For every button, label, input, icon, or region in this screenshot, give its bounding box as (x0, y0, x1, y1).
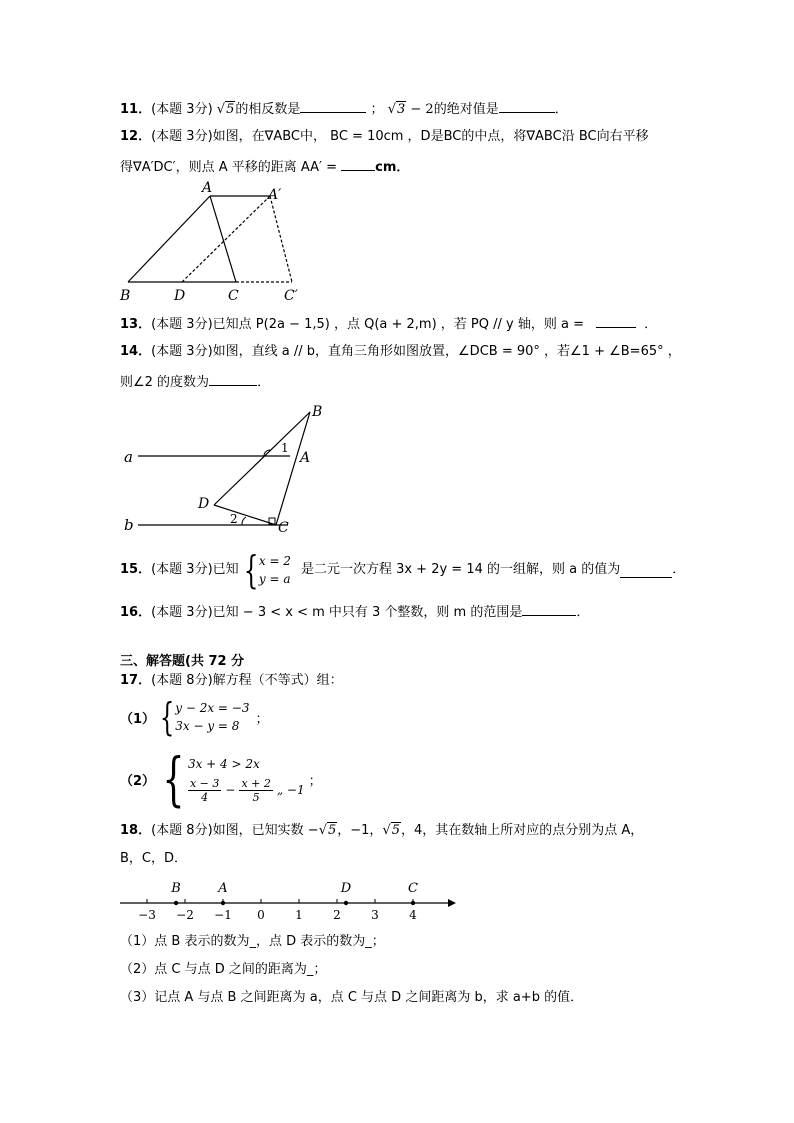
q18-sub-2: （2）点 C 与点 D 之间的距离为_； (120, 962, 327, 977)
q15-pre: 已知 (212, 562, 239, 577)
q18-number-line (118, 876, 463, 922)
q18-tick-label: 2 (333, 908, 341, 922)
q12-line2a: 得∇A′DC′，则点 A 平移的距离 AA′ = (120, 160, 342, 175)
q13-score: (本题 3分) (151, 317, 213, 332)
q12-line2b: cm． (375, 160, 410, 175)
q14-label-b: B (312, 404, 323, 420)
q17-p2-eq1: 3x + 4 > 2x (187, 756, 260, 771)
q17-p2-brace: { (162, 745, 185, 813)
q18-tick-label: −2 (176, 908, 194, 922)
q18-point-d (344, 901, 348, 905)
q12-number: 12． (120, 129, 152, 144)
q14-label-c: C (278, 520, 289, 536)
q17-score: (本题 8分) (151, 673, 213, 688)
q14-label-angle-1: 1 (281, 441, 289, 455)
q12-segment-a2c2 (270, 196, 292, 282)
question-12-line-2 (120, 156, 409, 177)
q17-part-2 (120, 745, 322, 813)
q18-sqrt-5-neg: √5 (318, 823, 337, 838)
q18-tick-label: 1 (295, 908, 303, 922)
question-15 (120, 548, 686, 592)
q18-tick-label: 3 (371, 908, 379, 922)
q18-score: (本题 8分) (151, 823, 213, 838)
q13-answer-blank[interactable] (596, 313, 636, 328)
q17-p2-end: ； (308, 773, 322, 789)
q11-text2: 的绝对值是 (433, 102, 499, 117)
q17-text: 解方程（不等式）组： (212, 673, 343, 688)
q13-number: 13． (120, 317, 152, 332)
q12-label-c-prime: C′ (284, 288, 298, 304)
q11-text1: 的相反数是 (235, 102, 301, 117)
q17-p1-eq2: 3x − y = 8 (175, 719, 240, 733)
q14-line1: 如图，直线 a // b，直角三角形如图放置，∠DCB = 90° ，若∠1 + ∠B=65° ， (212, 344, 681, 359)
q11-expr2: − 2 (406, 102, 434, 117)
q15-eq2: y = a (258, 572, 291, 586)
q17-p1-brace: { (159, 695, 175, 739)
q12-segment-da2 (182, 196, 270, 282)
q11-sqrt-3: √3 (387, 102, 406, 117)
q14-line2a: 则∠2 的度数为 (120, 375, 210, 390)
question-16 (120, 601, 589, 622)
question-13 (120, 313, 657, 334)
q16-number: 16． (120, 605, 152, 620)
q12-label-b: B (120, 288, 131, 304)
q16-answer-blank[interactable] (522, 601, 576, 616)
q18-sub-1: （1）点 B 表示的数为_，点 D 表示的数为_； (120, 934, 385, 949)
q15-eq1: x = 2 (258, 554, 291, 568)
q12-translation-figure (112, 176, 312, 306)
q12-label-a-prime: A′ (268, 187, 282, 203)
q15-end: ． (672, 562, 686, 577)
q13-text: 已知点 P(2a − 1,5) ，点 Q(a + 2,m) ，若 PQ // y 轴，则 a = (212, 317, 589, 332)
q18-axis-arrow (448, 899, 456, 907)
q14-label-a-line: a (124, 448, 133, 466)
q18-line1b: ，−1， (337, 823, 383, 838)
q12-segment-ab (128, 196, 210, 282)
q14-parallel-lines-figure (118, 396, 338, 541)
q14-segment-dc (214, 505, 276, 525)
q17-p2-frac-1: $\frac{x - 3}{4}$ (189, 776, 220, 804)
q18-sqrt-5: √5 (382, 823, 401, 838)
q11-answer-blank-2[interactable] (499, 98, 555, 113)
q12-answer-blank[interactable] (341, 156, 375, 171)
q14-number: 14． (120, 344, 152, 359)
q14-label-d: D (198, 496, 210, 512)
q11-sep: ； (370, 102, 384, 117)
q17-p1-end: ； (255, 711, 269, 727)
q15-brace: { (243, 548, 259, 592)
q18-label-d: D (340, 881, 352, 896)
q14-label-angle-2: 2 (230, 512, 238, 526)
q14-label-b-line: b (124, 516, 134, 534)
q18-line1a: 如图，已知实数 − (212, 823, 319, 838)
q15-answer-blank[interactable] (620, 563, 672, 578)
q17-p2-label: （2） (120, 773, 156, 789)
q17-p2-rest: „ −1 (276, 783, 305, 797)
q17-p1-eq1: y − 2x = −3 (175, 701, 250, 715)
q17-p2-eq2 (188, 777, 305, 804)
q18-tick-label: −1 (214, 908, 232, 922)
q18-point-a (221, 901, 225, 905)
q14-answer-blank[interactable] (209, 371, 257, 386)
question-18-line-1 (120, 822, 643, 840)
q16-end: ． (576, 605, 590, 620)
q15-score: (本题 3分) (151, 562, 213, 577)
q11-number: 11． (120, 102, 152, 117)
q11-sqrt-5: √5 (216, 102, 235, 117)
q16-text: 已知 − 3 < x < m 中只有 3 个整数，则 m 的范围是 (212, 605, 523, 620)
q18-label-c: C (408, 881, 418, 896)
q12-segment-ac (210, 196, 236, 282)
q17-p1-system (175, 699, 249, 735)
q18-label-b: B (171, 881, 181, 896)
q15-mid: 是二元一次方程 3x + 2y = 14 的一组解，则 a 的值为 (300, 562, 621, 577)
q12-line1: 如图，在∇ABC中， BC = 10cm ，D是BC的中点，将∇ABC沿 BC向右平移 (212, 129, 649, 144)
q14-label-a: A (300, 450, 311, 466)
q17-p2-system (188, 755, 305, 804)
section-3-title: 三、解答题(共 72 分 (120, 654, 245, 669)
q14-score: (本题 3分) (151, 344, 213, 359)
q14-angle-2-arc (242, 517, 246, 525)
q18-point-b (174, 901, 178, 905)
q12-label-d: D (174, 288, 186, 304)
q13-end: ． (644, 317, 658, 332)
q18-point-c (411, 901, 415, 905)
question-18-line-2: B，C，D． (120, 851, 188, 866)
question-14-line-2 (120, 371, 270, 392)
q12-label-a: A (202, 180, 213, 196)
q18-label-a: A (218, 881, 228, 896)
q11-end: ． (554, 102, 568, 117)
q18-number: 18． (120, 823, 152, 838)
q17-p1-label: （1） (120, 711, 156, 727)
q11-answer-blank-1[interactable] (300, 98, 366, 113)
q11-score: (本题 3分) (151, 102, 213, 117)
question-12-line-1 (120, 128, 649, 146)
q12-score: (本题 3分) (151, 129, 213, 144)
q17-number: 17． (120, 673, 152, 688)
q18-sub-3: （3）记点 A 与点 B 之间距离为 a，点 C 与点 D 之间距离为 b，求 a+b 的值． (120, 990, 584, 1005)
q14-line2b: ． (257, 375, 271, 390)
q17-p2-minus: − (225, 783, 236, 797)
question-11 (120, 98, 568, 119)
question-17 (120, 672, 343, 690)
q18-tick-label: 0 (257, 908, 265, 922)
q18-tick-label: 4 (409, 908, 417, 922)
q17-part-1 (120, 695, 269, 739)
q15-system (259, 552, 291, 588)
q15-number: 15． (120, 562, 152, 577)
q16-score: (本题 3分) (151, 605, 213, 620)
q18-line1c: ，4，其在数轴上所对应的点分别为点 A， (401, 823, 644, 838)
q12-label-c: C (228, 288, 239, 304)
q18-tick-label: −3 (138, 908, 156, 922)
q17-p2-frac-2: $\frac{x + 2}{5}$ (241, 776, 271, 804)
question-14-line-1 (120, 343, 681, 361)
